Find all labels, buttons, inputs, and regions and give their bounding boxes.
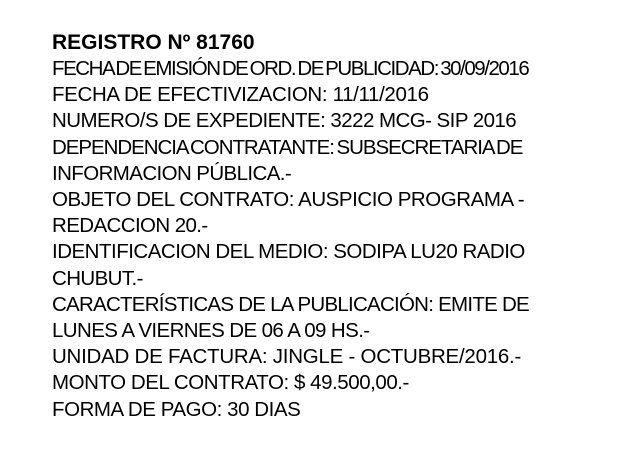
objeto-contrato-line: OBJETO DEL CONTRATO: AUSPICIO PROGRAMA -	[52, 188, 525, 212]
identificacion-medio-line: IDENTIFICACION DEL MEDIO: SODIPA LU20 RADIO	[52, 240, 525, 264]
caracteristicas-publicacion-line-2: LUNES A VIERNES DE 06 A 09 HS.-	[52, 319, 370, 343]
fecha-emision-line: FECHA DE EMISIÓN DE ORD. DE PUBLICIDAD: 30/09/2016	[52, 57, 529, 80]
identificacion-medio-line-2: CHUBUT.-	[52, 266, 143, 290]
registro-title: REGISTRO Nº 81760	[52, 31, 255, 54]
monto-contrato-line: MONTO DEL CONTRATO: $ 49.500,00.-	[52, 371, 409, 395]
fecha-efectivizacion-line: FECHA DE EFECTIVIZACION: 11/11/2016	[52, 83, 429, 107]
caracteristicas-publicacion-line: CARACTERÍSTICAS DE LA PUBLICACIÓN: EMITE DE	[52, 292, 529, 316]
numero-expediente-line: NUMERO/S DE EXPEDIENTE: 3222 MCG- SIP 2016	[52, 109, 517, 133]
unidad-factura-line: UNIDAD DE FACTURA: JINGLE - OCTUBRE/2016.-	[52, 345, 522, 369]
registro-document	[52, 30, 600, 423]
dependencia-contratante-line-2: INFORMACION PÚBLICA.-	[52, 161, 292, 185]
dependencia-contratante-line: DEPENDENCIA CONTRATANTE: SUBSECRETARIA DE	[52, 135, 523, 159]
objeto-contrato-line-2: REDACCION 20.-	[52, 214, 208, 238]
forma-pago-line: FORMA DE PAGO: 30 DIAS	[52, 397, 301, 421]
